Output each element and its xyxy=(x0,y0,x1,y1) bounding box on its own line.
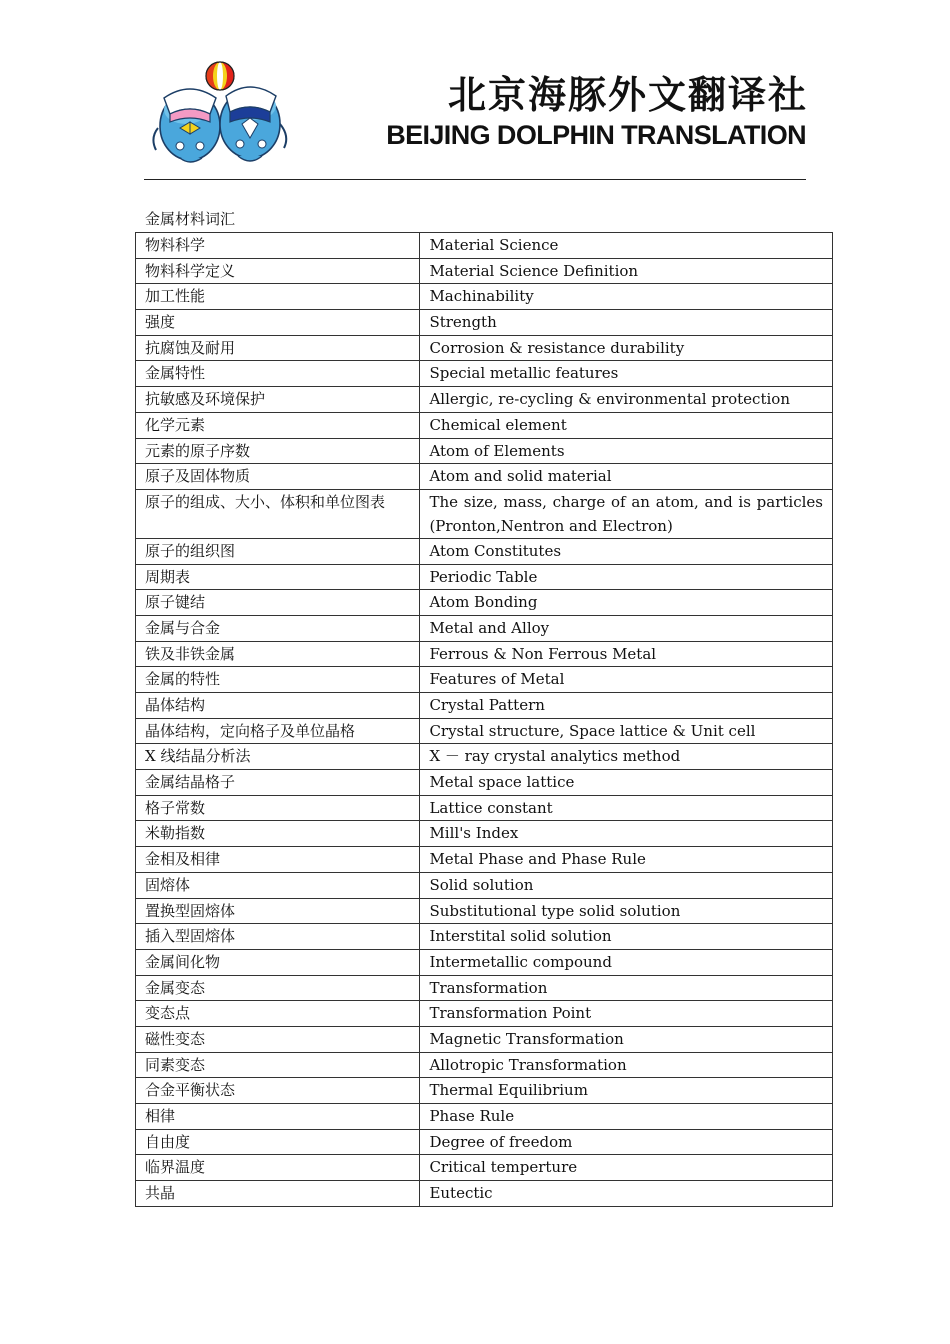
term-english: Allergic, re-cycling & environmental protection xyxy=(420,387,833,413)
term-chinese: 格子常数 xyxy=(136,795,420,821)
term-english: Material Science xyxy=(420,233,833,259)
term-english: Transformation Point xyxy=(420,1001,833,1027)
term-english: Metal and Alloy xyxy=(420,615,833,641)
page-title: 金属材料词汇 xyxy=(145,210,236,228)
term-chinese: 原子键结 xyxy=(136,590,420,616)
term-chinese: 周期表 xyxy=(136,564,420,590)
term-chinese: 化学元素 xyxy=(136,412,420,438)
table-row xyxy=(136,412,833,438)
term-chinese: 相律 xyxy=(136,1104,420,1130)
glossary-table xyxy=(135,232,833,1207)
term-english: Atom Constitutes xyxy=(420,538,833,564)
term-english: X － ray crystal analytics method xyxy=(420,744,833,770)
table-row xyxy=(136,1155,833,1181)
table-row xyxy=(136,464,833,490)
term-english: Crystal Pattern xyxy=(420,693,833,719)
table-row xyxy=(136,615,833,641)
term-english: Phase Rule xyxy=(420,1104,833,1130)
term-chinese: 抗腐蚀及耐用 xyxy=(136,335,420,361)
table-row xyxy=(136,233,833,259)
term-english: Magnetic Transformation xyxy=(420,1026,833,1052)
table-row xyxy=(136,1078,833,1104)
term-chinese: 共晶 xyxy=(136,1181,420,1207)
table-row xyxy=(136,538,833,564)
term-chinese: 金属变态 xyxy=(136,975,420,1001)
table-row xyxy=(136,1129,833,1155)
table-row xyxy=(136,361,833,387)
term-chinese: X 线结晶分析法 xyxy=(136,744,420,770)
table-row xyxy=(136,1001,833,1027)
term-english: Critical temperture xyxy=(420,1155,833,1181)
table-row xyxy=(136,821,833,847)
term-chinese: 插入型固熔体 xyxy=(136,924,420,950)
term-chinese: 临界温度 xyxy=(136,1155,420,1181)
term-english: Periodic Table xyxy=(420,564,833,590)
table-row xyxy=(136,1181,833,1207)
term-english: Metal space lattice xyxy=(420,770,833,796)
term-chinese: 抗敏感及环境保护 xyxy=(136,387,420,413)
dolphin-mascots-logo xyxy=(150,58,290,168)
term-chinese: 原子的组织图 xyxy=(136,538,420,564)
term-english: Substitutional type solid solution xyxy=(420,898,833,924)
term-english: Intermetallic compound xyxy=(420,949,833,975)
term-english: Eutectic xyxy=(420,1181,833,1207)
term-chinese: 置换型固熔体 xyxy=(136,898,420,924)
table-row xyxy=(136,335,833,361)
term-english: Strength xyxy=(420,310,833,336)
term-english: Atom of Elements xyxy=(420,438,833,464)
term-english: Lattice constant xyxy=(420,795,833,821)
table-row xyxy=(136,872,833,898)
table-row xyxy=(136,310,833,336)
term-chinese: 加工性能 xyxy=(136,284,420,310)
term-english: Interstital solid solution xyxy=(420,924,833,950)
table-row xyxy=(136,949,833,975)
term-english: Material Science Definition xyxy=(420,258,833,284)
term-chinese: 金属结晶格子 xyxy=(136,770,420,796)
term-chinese: 金相及相律 xyxy=(136,847,420,873)
term-chinese: 元素的原子序数 xyxy=(136,438,420,464)
term-english: The size, mass, charge of an atom, and is particles (Pronton,Nentron and Electron) xyxy=(420,489,833,538)
table-row xyxy=(136,641,833,667)
term-english: Solid solution xyxy=(420,872,833,898)
term-chinese: 自由度 xyxy=(136,1129,420,1155)
term-english: Chemical element xyxy=(420,412,833,438)
term-chinese: 变态点 xyxy=(136,1001,420,1027)
term-english: Machinability xyxy=(420,284,833,310)
term-chinese: 铁及非铁金属 xyxy=(136,641,420,667)
table-row xyxy=(136,667,833,693)
term-chinese: 强度 xyxy=(136,310,420,336)
term-english: Degree of freedom xyxy=(420,1129,833,1155)
table-row xyxy=(136,387,833,413)
table-row xyxy=(136,564,833,590)
term-chinese: 金属特性 xyxy=(136,361,420,387)
term-english: Ferrous & Non Ferrous Metal xyxy=(420,641,833,667)
table-row xyxy=(136,847,833,873)
term-english: Features of Metal xyxy=(420,667,833,693)
table-row xyxy=(136,1026,833,1052)
term-chinese: 米勒指数 xyxy=(136,821,420,847)
term-chinese: 原子及固体物质 xyxy=(136,464,420,490)
table-row xyxy=(136,489,833,538)
table-row xyxy=(136,770,833,796)
term-english: Transformation xyxy=(420,975,833,1001)
term-english: Metal Phase and Phase Rule xyxy=(420,847,833,873)
term-english: Allotropic Transformation xyxy=(420,1052,833,1078)
brand-name-chinese: 北京海豚外文翻译社 xyxy=(447,73,808,117)
term-english: Special metallic features xyxy=(420,361,833,387)
term-chinese: 磁性变态 xyxy=(136,1026,420,1052)
page-header xyxy=(150,58,810,170)
table-row xyxy=(136,924,833,950)
term-chinese: 物料科学定义 xyxy=(136,258,420,284)
table-row xyxy=(136,438,833,464)
term-chinese: 晶体结构 xyxy=(136,693,420,719)
term-english: Mill's Index xyxy=(420,821,833,847)
term-chinese: 金属间化物 xyxy=(136,949,420,975)
table-row xyxy=(136,795,833,821)
term-english: Crystal structure, Space lattice & Unit cell xyxy=(420,718,833,744)
table-row xyxy=(136,744,833,770)
table-row xyxy=(136,898,833,924)
table-row xyxy=(136,1052,833,1078)
term-chinese: 同素变态 xyxy=(136,1052,420,1078)
term-chinese: 金属的特性 xyxy=(136,667,420,693)
glossary-body xyxy=(136,233,833,1207)
term-chinese: 原子的组成、大小、体积和单位图表 xyxy=(136,489,420,538)
table-row xyxy=(136,284,833,310)
table-row xyxy=(136,590,833,616)
term-english: Thermal Equilibrium xyxy=(420,1078,833,1104)
term-chinese: 金属与合金 xyxy=(136,615,420,641)
term-chinese: 固熔体 xyxy=(136,872,420,898)
table-row xyxy=(136,1104,833,1130)
term-chinese: 晶体结构，定向格子及单位晶格 xyxy=(136,718,420,744)
term-english: Atom and solid material xyxy=(420,464,833,490)
term-chinese: 合金平衡状态 xyxy=(136,1078,420,1104)
term-chinese: 物料科学 xyxy=(136,233,420,259)
table-row xyxy=(136,258,833,284)
header-divider xyxy=(144,179,806,180)
term-english: Atom Bonding xyxy=(420,590,833,616)
table-row xyxy=(136,693,833,719)
table-row xyxy=(136,975,833,1001)
table-row xyxy=(136,718,833,744)
term-english: Corrosion & resistance durability xyxy=(420,335,833,361)
brand-name-english: BEIJING DOLPHIN TRANSLATION xyxy=(386,120,806,150)
